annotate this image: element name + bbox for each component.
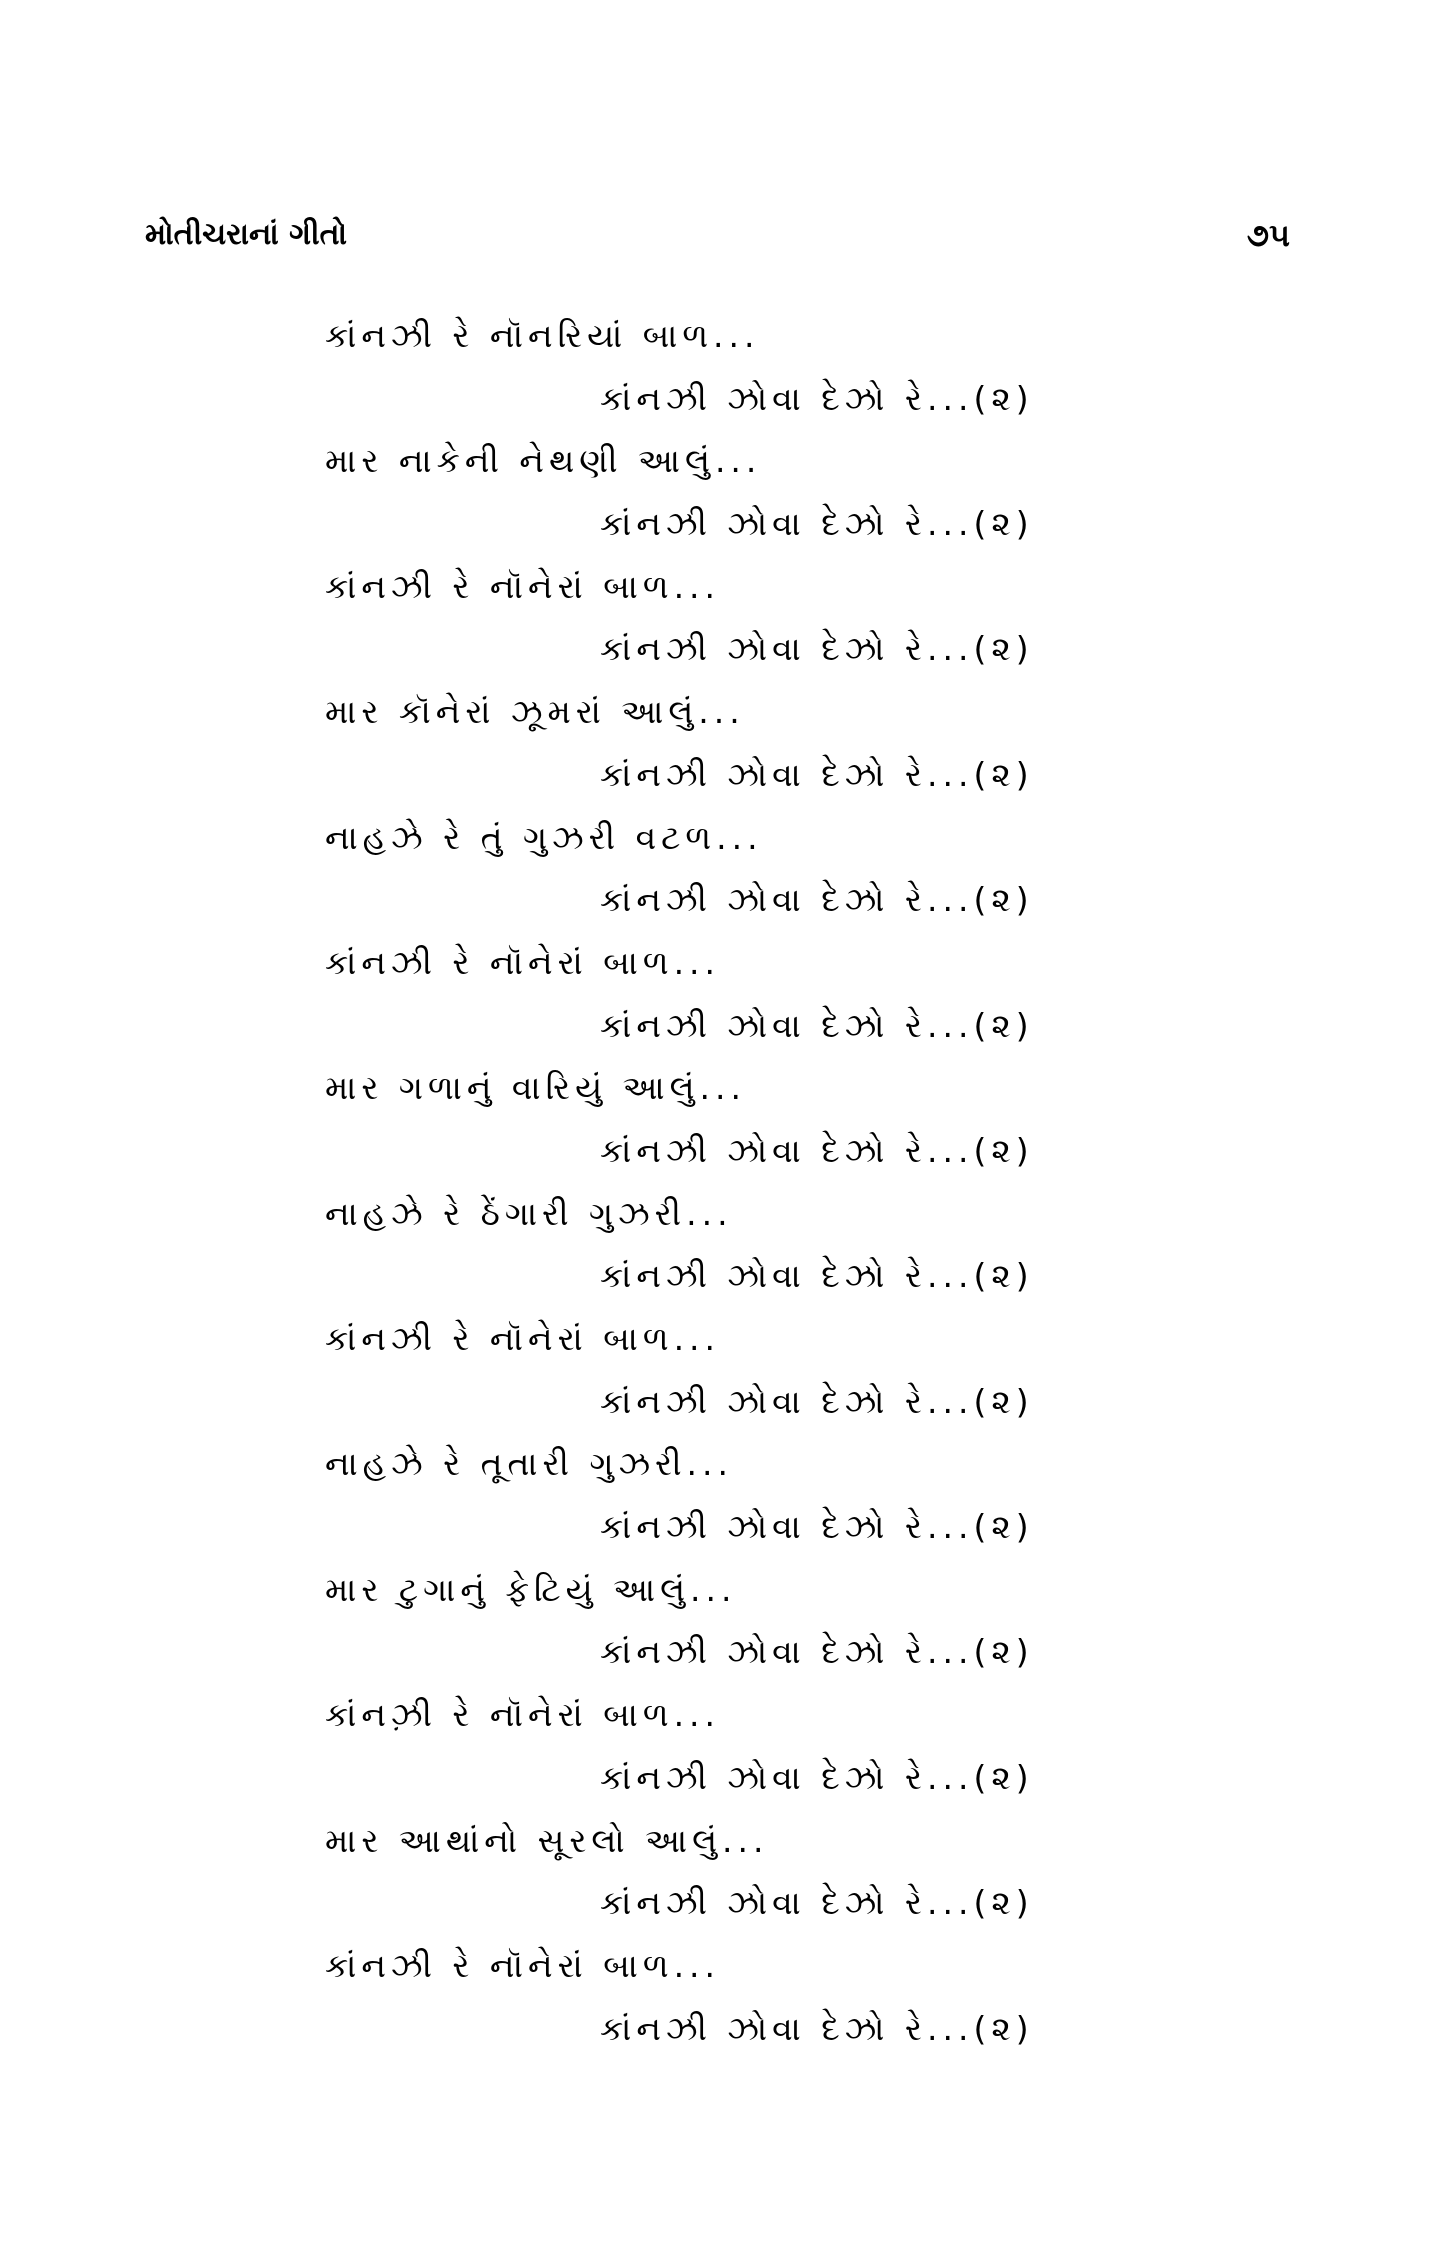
refrain-line: કાંનઝી ઝોવા દેઝો રે...(૨): [600, 754, 1034, 794]
refrain-line: કાંનઝી ઝોવા દેઝો રે...(૨): [600, 629, 1034, 669]
refrain-line: કાંનઝી ઝોવા દેઝો રે...(૨): [600, 1381, 1034, 1421]
verse-line: નાહઝે રે તું ગુઝરી વટળ...: [325, 817, 763, 857]
refrain-line: કાંનઝી ઝોવા દેઝો રે...(૨): [600, 1130, 1034, 1170]
verse-line: માર કૉનેરાં ઝૂમરાં આલું...: [325, 692, 745, 732]
verse-line: નાહઝે રે તૂતારી ગુઝરી...: [325, 1444, 734, 1484]
verse-line: માર આથાંનો સૂરલો આલું...: [325, 1820, 769, 1860]
verse-line: માર ટુગાનું ફેટિયું આલું...: [325, 1569, 737, 1609]
verse-line: કાંનઝી રે નૉનેરાં બાળ...: [325, 1945, 721, 1985]
verse-line: કાંનઝી રે નૉનેરાં બાળ...: [325, 1319, 721, 1358]
refrain-line: કાંનઝી ઝોવા દેઝો રે...(૨): [600, 2008, 1034, 2048]
verse-line: નાહઝે રે ઠેંગારી ગુઝરી...: [325, 1193, 733, 1233]
verse-line: કાંનઝી રે નૉનરિયાં બાળ...: [325, 316, 760, 355]
page-header: [145, 205, 1290, 265]
verse-line: કાંનઝી રે નૉનેરાં બાળ...: [325, 566, 721, 606]
refrain-line: કાંનઝી ઝોવા દેઝો રે...(૨): [600, 1256, 1034, 1296]
refrain-line: કાંનઝી ઝોવા દેઝો રે...(૨): [600, 1005, 1034, 1045]
verse-line: કાંનઝી રે નૉનેરાં બાળ...: [325, 942, 721, 982]
verse-line: માર ગળાનું વારિયું આલું...: [325, 1068, 746, 1108]
refrain-line: કાંનઝી ઝોવા દેઝો રે...(૨): [600, 504, 1034, 544]
page-number: ૭૫: [1246, 216, 1290, 254]
verse-line: કાંનઝ઼ી રે નૉનેરાં બાળ...: [325, 1695, 721, 1735]
refrain-line: કાંનઝી ઝોવા દેઝો રે...(૨): [600, 1632, 1034, 1672]
refrain-line: કાંનઝી ઝોવા દેઝો રે...(૨): [600, 378, 1034, 418]
refrain-line: કાંનઝી ઝોવા દેઝો રે...(૨): [600, 880, 1034, 920]
verse-line: માર નાકેની નેથણી આલું...: [325, 441, 762, 481]
refrain-line: કાંનઝી ઝોવા દેઝો રે...(૨): [600, 1757, 1034, 1797]
running-title: મોતીચરાનાં ગીતો: [145, 217, 348, 252]
refrain-line: કાંનઝી ઝોવા દેઝો રે...(૨): [600, 1507, 1034, 1547]
song-lyrics: [0, 305, 1438, 2060]
refrain-line: કાંનઝી ઝોવા દેઝો રે...(૨): [600, 1883, 1034, 1923]
